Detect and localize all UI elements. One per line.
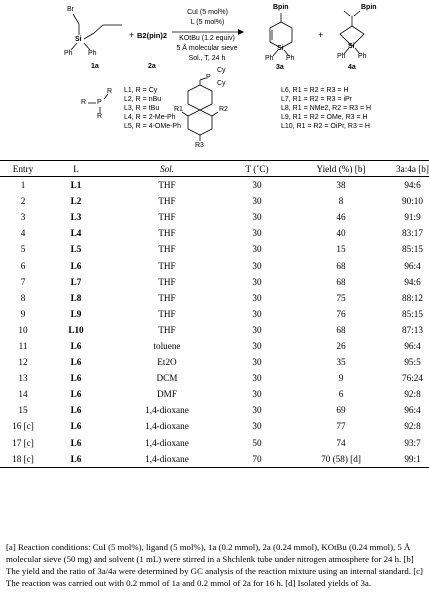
ligand-right-3: L8, R1 = NMe2, R2 = R3 = H (281, 105, 372, 112)
atom-ph-5: Ph (337, 53, 346, 60)
table-footnote: [a] Reaction conditions: CuI (5 mol%), ligand (5 mol%), 1a (0.2 mmol), 2a (0.24 mmol), KOtBu (0.24 mmol), 5 Å molecular sieve (50 mg) and solvent (1 mL) were stirred in a Shchlenk tube under nitrogen atmosphere for 24 h. [b] The yield and the ratio of 3a/4a were determined by GC analysis of the reaction mixture using an internal standard. [c] The reaction was carried out with 0.2 mmol of 1a and 0.2 mmol of 2a for 16 h. [d] Isolated yields of 3a. (6, 542, 423, 588)
cell-entry: 13 (18, 373, 28, 384)
cell-l: L3 (70, 212, 82, 223)
condition-1: CuI (5 mol%) (187, 9, 228, 16)
reaction-scheme (0, 0, 429, 156)
table-row (0, 177, 429, 194)
cell-t: 70 (228, 451, 286, 468)
table-row (0, 338, 429, 354)
cell-sol: THF (158, 212, 176, 223)
cell-sol: DMF (157, 389, 177, 400)
cell-entry: 1 (20, 180, 26, 191)
cell-t: 30 (252, 405, 262, 416)
atom-ph-6: Ph (358, 53, 367, 60)
table-row (0, 225, 429, 241)
cell-l: L6 (70, 421, 82, 432)
ligand-left-2: L2, R = nBu (124, 96, 162, 103)
atom-bpin-4a: Bpin (361, 4, 377, 11)
atom-cy-2: Cy (217, 80, 226, 87)
cell-sol: THF (158, 260, 176, 271)
cell-sol: toluene (153, 340, 181, 351)
cell-yield: 40 (336, 228, 346, 239)
cell-sol: THF (158, 276, 176, 287)
cell-entry: 7 (20, 276, 26, 287)
table-row (0, 386, 429, 402)
condition-4: 5 Å molecular sieve (176, 45, 238, 52)
cell-l: L9 (70, 308, 82, 319)
cell-entry: 4 (20, 228, 26, 239)
label-3a: 3a (276, 64, 284, 71)
table-row (0, 435, 429, 451)
cell-sol: 1,4-dioxane (145, 405, 189, 416)
cell-entry: 17 [c] (12, 437, 34, 448)
table-row (0, 257, 429, 273)
cell-t: 30 (252, 389, 262, 400)
cell-entry: 2 (20, 196, 26, 207)
cell-t: 30 (252, 324, 262, 335)
cell-ratio: 95:5 (404, 357, 421, 368)
table-row (0, 418, 429, 434)
cell-yield: 77 (336, 421, 346, 432)
ligand-left-1: L1, R = Cy (124, 87, 158, 94)
table-row (0, 241, 429, 257)
reagent-b2pin2: B2(pin)2 (137, 31, 167, 40)
cell-ratio: 96:4 (404, 405, 421, 416)
cell-t: 50 (252, 437, 262, 448)
cell-yield: 35 (336, 357, 346, 368)
atom-p: P (97, 99, 102, 106)
cell-sol: THF (158, 324, 176, 335)
cell-yield: 68 (336, 260, 346, 271)
cell-ratio: 76:24 (402, 373, 423, 384)
condition-2: L (5 mol%) (190, 19, 225, 26)
cell-t: 30 (252, 276, 262, 287)
ligand-right-1: L6, R1 = R2 = R3 = H (281, 87, 349, 94)
table-row (0, 354, 429, 370)
atom-si-3a: Si (277, 45, 284, 52)
cell-ratio: 96:4 (404, 260, 421, 271)
ligand-right-5: L10, R1 = R2 = OiPr, R3 = H (281, 123, 370, 130)
cell-ratio: 92:8 (404, 421, 421, 432)
cell-yield: 38 (336, 180, 346, 191)
ligand-right-2: L7, R1 = R2 = R3 = iPr (281, 96, 353, 103)
cell-ratio: 85:15 (402, 244, 423, 255)
cell-t: 30 (252, 260, 262, 271)
cell-l: L6 (70, 373, 82, 384)
table-row (0, 322, 429, 338)
cell-ratio: 87:13 (402, 324, 423, 335)
cell-entry: 10 (18, 324, 28, 335)
header-solvent: Sol. (106, 161, 228, 177)
cell-entry: 12 (18, 357, 28, 368)
cell-yield: 69 (336, 405, 346, 416)
atom-r-2: R (107, 88, 113, 95)
cell-sol: Et2O (157, 357, 177, 368)
cell-ratio: 88:12 (402, 292, 423, 303)
cell-sol: THF (158, 244, 176, 255)
atom-ph-3: Ph (265, 55, 274, 62)
ligand-left-4: L4, R = 2-Me-Ph (124, 114, 176, 121)
cell-yield: 70 (58) [d] (286, 451, 396, 468)
table-row (0, 274, 429, 290)
cell-yield: 74 (336, 437, 346, 448)
table-header-row (0, 161, 429, 177)
cell-ratio: 94:6 (404, 180, 421, 191)
cell-l: L10 (68, 324, 84, 335)
atom-ph-4: Ph (286, 55, 295, 62)
header-entry: Entry (0, 161, 46, 177)
cell-ratio: 99:1 (396, 451, 429, 468)
label-1a: 1a (91, 63, 99, 70)
cell-entry: 3 (20, 212, 26, 223)
cell-t: 30 (252, 421, 262, 432)
cell-l: L6 (70, 389, 82, 400)
atom-r-3: R (97, 113, 103, 120)
header-ligand: L (46, 161, 106, 177)
cell-ratio: 91:9 (404, 212, 421, 223)
cell-l: L6 (70, 437, 82, 448)
cell-entry: 9 (20, 308, 26, 319)
cell-sol: 1,4-dioxane (106, 451, 228, 468)
table-row (0, 306, 429, 322)
cell-l: L5 (70, 244, 82, 255)
atom-si-4a: Si (348, 43, 355, 50)
cell-l: L6 (70, 405, 82, 416)
cell-yield: 9 (338, 373, 344, 384)
plus-sign-1: + (129, 30, 135, 40)
table-row (0, 290, 429, 306)
atom-si-1a: Si (75, 36, 82, 43)
cell-l: L1 (70, 180, 82, 191)
cell-ratio: 96:4 (404, 340, 421, 351)
cell-ratio: 92:8 (404, 389, 421, 400)
cell-sol: DCM (156, 373, 178, 384)
cell-t: 30 (252, 212, 262, 223)
cell-entry: 16 [c] (12, 421, 34, 432)
cell-l: L6 (70, 260, 82, 271)
cell-entry: 18 [c] (0, 451, 46, 468)
cell-yield: 68 (336, 324, 346, 335)
condition-5: Sol., T, 24 h (188, 55, 226, 62)
cell-yield: 6 (338, 389, 344, 400)
label-2a: 2a (148, 63, 156, 70)
cell-sol: THF (158, 180, 176, 191)
cell-entry: 5 (20, 244, 26, 255)
cell-entry: 15 (18, 405, 28, 416)
atom-bpin-3a: Bpin (273, 4, 289, 11)
cell-l: L8 (70, 292, 82, 303)
table-row (0, 193, 429, 209)
atom-p-biaryl: P (206, 74, 211, 81)
cell-entry: 14 (18, 389, 28, 400)
atom-r2: R2 (219, 106, 228, 113)
cell-l: L7 (70, 276, 82, 287)
cell-t: 30 (252, 357, 262, 368)
cell-l: L6 (70, 357, 82, 368)
atom-r1: R1 (174, 106, 183, 113)
cell-entry: 11 (18, 340, 28, 351)
table-row (0, 402, 429, 418)
cell-t: 30 (252, 180, 262, 191)
cell-t: 30 (252, 244, 262, 255)
atom-ph-2: Ph (88, 50, 97, 57)
cell-t: 30 (252, 196, 262, 207)
atom-cy-1: Cy (217, 67, 226, 74)
atom-br: Br (67, 6, 74, 13)
condition-3: KOtBu (1.2 equiv) (179, 35, 235, 42)
header-yield: Yield (%) [b] (286, 161, 396, 177)
cell-yield: 15 (336, 244, 346, 255)
cell-sol: THF (158, 308, 176, 319)
cell-yield: 75 (336, 292, 346, 303)
label-4a: 4a (348, 64, 356, 71)
cell-t: 30 (252, 292, 262, 303)
header-temperature: T (˚C) (228, 161, 286, 177)
cell-entry: 8 (20, 292, 26, 303)
cell-t: 30 (252, 308, 262, 319)
cell-yield: 46 (336, 212, 346, 223)
ligand-right-4: L9, R1 = R2 = OMe, R3 = H (281, 114, 368, 121)
cell-yield: 68 (336, 276, 346, 287)
cell-yield: 26 (336, 340, 346, 351)
atom-r-1: R (81, 99, 87, 106)
cell-entry: 6 (20, 260, 26, 271)
cell-sol: THF (158, 196, 176, 207)
atom-ph-1: Ph (64, 50, 73, 57)
cell-yield: 76 (336, 308, 346, 319)
plus-sign-2: + (318, 30, 324, 40)
cell-yield: 8 (338, 196, 344, 207)
cell-sol: THF (158, 228, 176, 239)
cell-t: 30 (252, 340, 262, 351)
cell-l: L6 (46, 451, 106, 468)
cell-l: L2 (70, 196, 82, 207)
ligand-left-5: L5, R = 4-OMe-Ph (124, 123, 181, 130)
cell-ratio: 94:6 (404, 276, 421, 287)
atom-r3: R3 (195, 142, 204, 149)
cell-sol: 1,4-dioxane (145, 437, 189, 448)
cell-l: L6 (70, 340, 82, 351)
cell-t: 30 (252, 228, 262, 239)
cell-t: 30 (252, 373, 262, 384)
table-row (0, 451, 429, 468)
cell-ratio: 90:10 (402, 196, 423, 207)
cell-ratio: 85:15 (402, 308, 423, 319)
cell-ratio: 93:7 (404, 437, 421, 448)
cell-ratio: 83:17 (402, 228, 423, 239)
table-row (0, 370, 429, 386)
cell-sol: 1,4-dioxane (145, 421, 189, 432)
header-ratio: 3a:4a [b] (396, 161, 429, 177)
ligand-left-3: L3, R = tBu (124, 105, 160, 112)
table-row (0, 209, 429, 225)
optimization-table (0, 160, 429, 468)
cell-sol: THF (158, 292, 176, 303)
cell-l: L4 (70, 228, 82, 239)
